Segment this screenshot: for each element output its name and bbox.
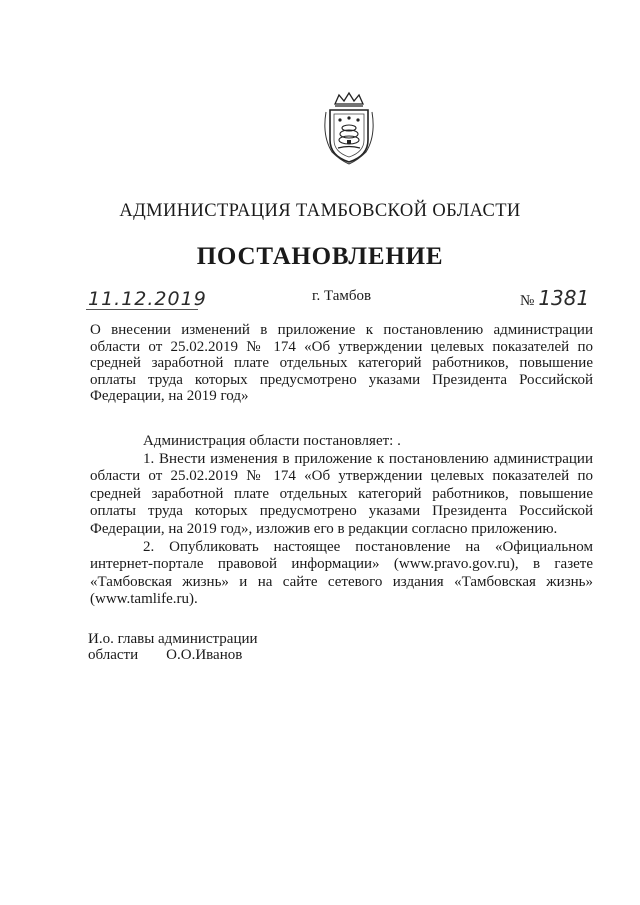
document-city: г. Тамбов xyxy=(312,288,372,304)
document-subject: О внесении изменений в приложение к постановлению администрации области от 25.02.2019 № 174 «Об утверждении целевых показателей по средней заработной плате отдельных категорий работников, повышение оплаты труда которых предусмотрено указами Президента Российской Федерации, на 2019 год» xyxy=(90,322,593,405)
document-type: ПОСТАНОВЛЕНИЕ xyxy=(196,243,444,270)
body-intro: Администрация области постановляет: . xyxy=(143,433,401,449)
tambov-coat-of-arms-icon xyxy=(318,90,380,166)
document-number xyxy=(520,286,589,310)
signatory-name: О.О.Иванов xyxy=(166,647,243,663)
signatory-title-line1: И.о. главы администрации xyxy=(88,631,258,647)
number-value: 1381 xyxy=(538,286,590,310)
organization-name: АДМИНИСТРАЦИЯ ТАМБОВСКОЙ ОБЛАСТИ xyxy=(119,201,521,221)
date-underline xyxy=(86,309,198,310)
signatory-title-line2: области xyxy=(88,647,139,663)
number-sign: № xyxy=(520,293,535,309)
document-date: 11.12.2019 xyxy=(88,288,207,310)
body-item-2: 2. Опубликовать настоящее постановление на «Официальном интернет-портале правовой информации» (www.pravo.gov.ru), в газете «Тамбовская жизнь» и на сайте сетевого издания «Тамбовская жизнь» (www.tamlife.ru). xyxy=(90,538,593,608)
signature-block xyxy=(88,631,258,663)
body-item-1: 1. Внести изменения в приложение к постановлению администрации области от 25.02.2019 № 174 «Об утверждении целевых показателей по средней заработной плате отдельных категорий работников, повышение оплаты труда которых предусмотрено указами Президента Российской Федерации, на 2019 год», изложив его в редакции согласно приложению. xyxy=(90,450,593,537)
document-body xyxy=(90,433,593,609)
